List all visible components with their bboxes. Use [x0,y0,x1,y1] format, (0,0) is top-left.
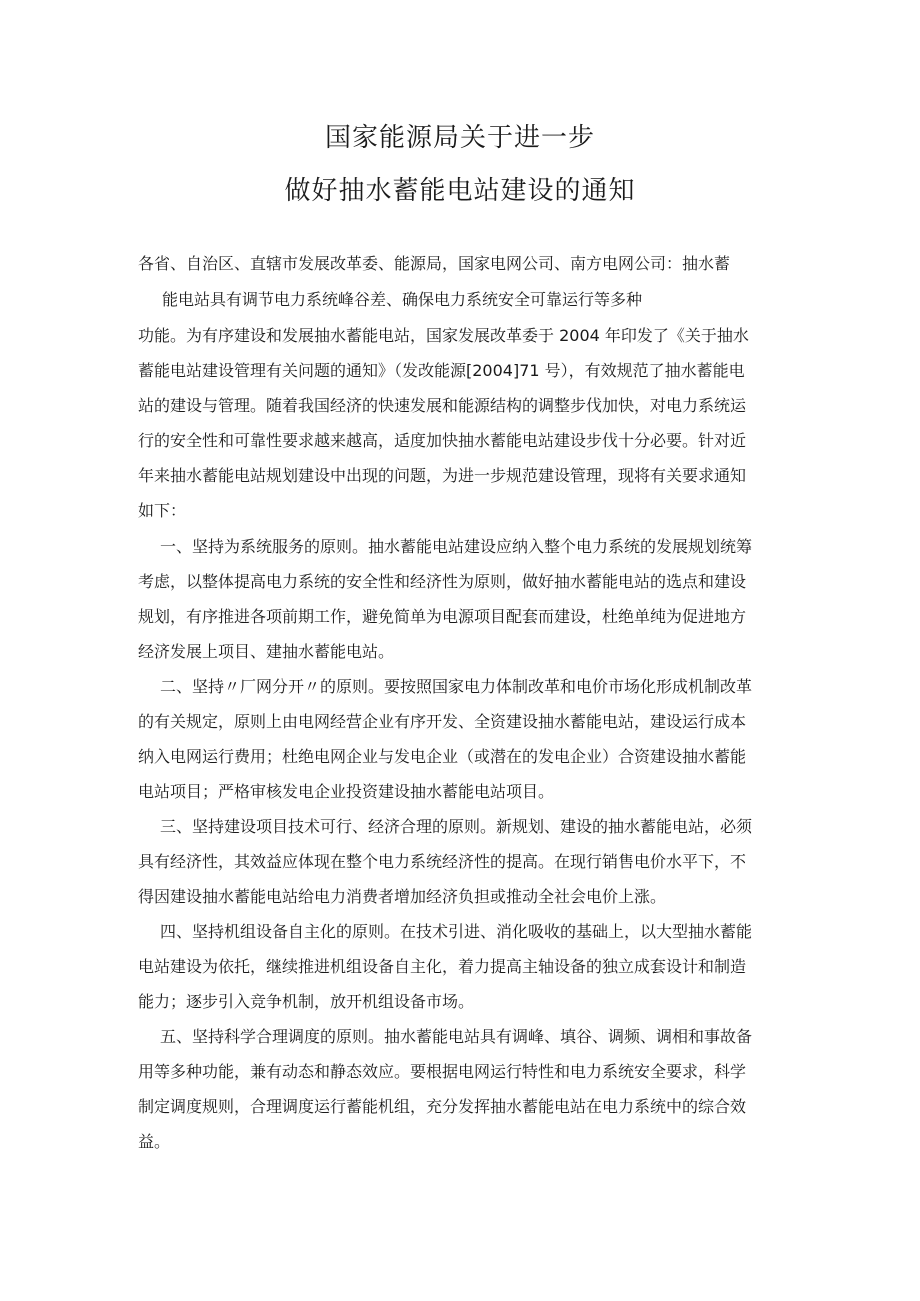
text-line: 年来抽水蓄能电站规划建设中出现的问题，为进一步规范建设管理，现将有关要求通知 [138,466,747,485]
text-line: 行的安全性和可靠性要求越来越高，适度加快抽水蓄能电站建设步伐十分必要。针对近 [138,431,747,450]
text-line: 蓄能电站建设管理有关问题的通知》（发改能源[2004]71 号），有效规范了抽水蓄能电 [138,361,745,380]
document-title-line1: 国家能源局关于进一步 [324,123,595,153]
document-title-line2: 做好抽水蓄能电站建设的通知 [284,176,636,206]
paragraph-2-line: 的有关规定，原则上由电网经营企业有序开发、全资建设抽水蓄能电站，建设运行成本 [138,712,747,731]
text-line: 能电站具有调节电力系统峰谷差、确保电力系统安全可靠运行等多种 [162,290,643,309]
paragraph-5-line: 制定调度规则，合理调度运行蓄能机组，充分发挥抽水蓄能电站在电力系统中的综合效 [138,1097,747,1116]
paragraph-2-line: 纳入电网运行费用；杜绝电网企业与发电企业（或潜在的发电企业）合资建设抽水蓄能 [138,747,747,766]
paragraph-5-line: 益。 [138,1132,171,1151]
paragraph-3-line: 三、坚持建设项目技术可行、经济合理的原则。新规划、建设的抽水蓄能电站，必须 [160,817,753,836]
paragraph-5-line: 用等多种功能，兼有动态和静态效应。要根据电网运行特性和电力系统安全要求，科学 [138,1062,747,1081]
paragraph-2-line: 二、坚持〃厂网分开〃的原则。要按照国家电力体制改革和电价市场化形成机制改革 [160,677,753,696]
paragraph-4-line: 电站建设为依托，继续推进机组设备自主化，着力提高主轴设备的独立成套设计和制造 [138,957,747,976]
paragraph-1-line: 考虑，以整体提高电力系统的安全性和经济性为原则，做好抽水蓄能电站的选点和建设 [138,572,747,591]
paragraph-3-line: 具有经济性，其效益应体现在整个电力系统经济性的提高。在现行销售电价水平下，不 [138,852,747,871]
paragraph-1-line: 规划，有序推进各项前期工作，避免简单为电源项目配套而建设，杜绝单纯为促进地方 [138,607,747,626]
paragraph-2-line: 电站项目；严格审核发电企业投资建设抽水蓄能电站项目。 [138,782,555,801]
salutation-line: 各省、自治区、直辖市发展改革委、能源局，国家电网公司、南方电网公司：抽水蓄 [138,254,731,273]
text-line: 如下： [138,501,187,520]
paragraph-4-line: 四、坚持机组设备自主化的原则。在技术引进、消化吸收的基础上，以大型抽水蓄能 [160,922,753,941]
text-line: 功能。为有序建设和发展抽水蓄能电站，国家发展改革委于 2004 年印发了《关于抽水 [138,326,749,345]
paragraph-4-line: 能力；逐步引入竞争机制，放开机组设备市场。 [138,992,475,1011]
paragraph-3-line: 得因建设抽水蓄能电站给电力消费者增加经济负担或推动全社会电价上涨。 [138,887,667,906]
paragraph-1-line: 经济发展上项目、建抽水蓄能电站。 [138,642,395,661]
text-line: 站的建设与管理。随着我国经济的快速发展和能源结构的调整步伐加快，对电力系统运 [138,396,747,415]
paragraph-5-line: 五、坚持科学合理调度的原则。抽水蓄能电站具有调峰、填谷、调频、调相和事故备 [160,1027,753,1046]
paragraph-1-line: 一、坚持为系统服务的原则。抽水蓄能电站建设应纳入整个电力系统的发展规划统筹 [160,537,753,556]
